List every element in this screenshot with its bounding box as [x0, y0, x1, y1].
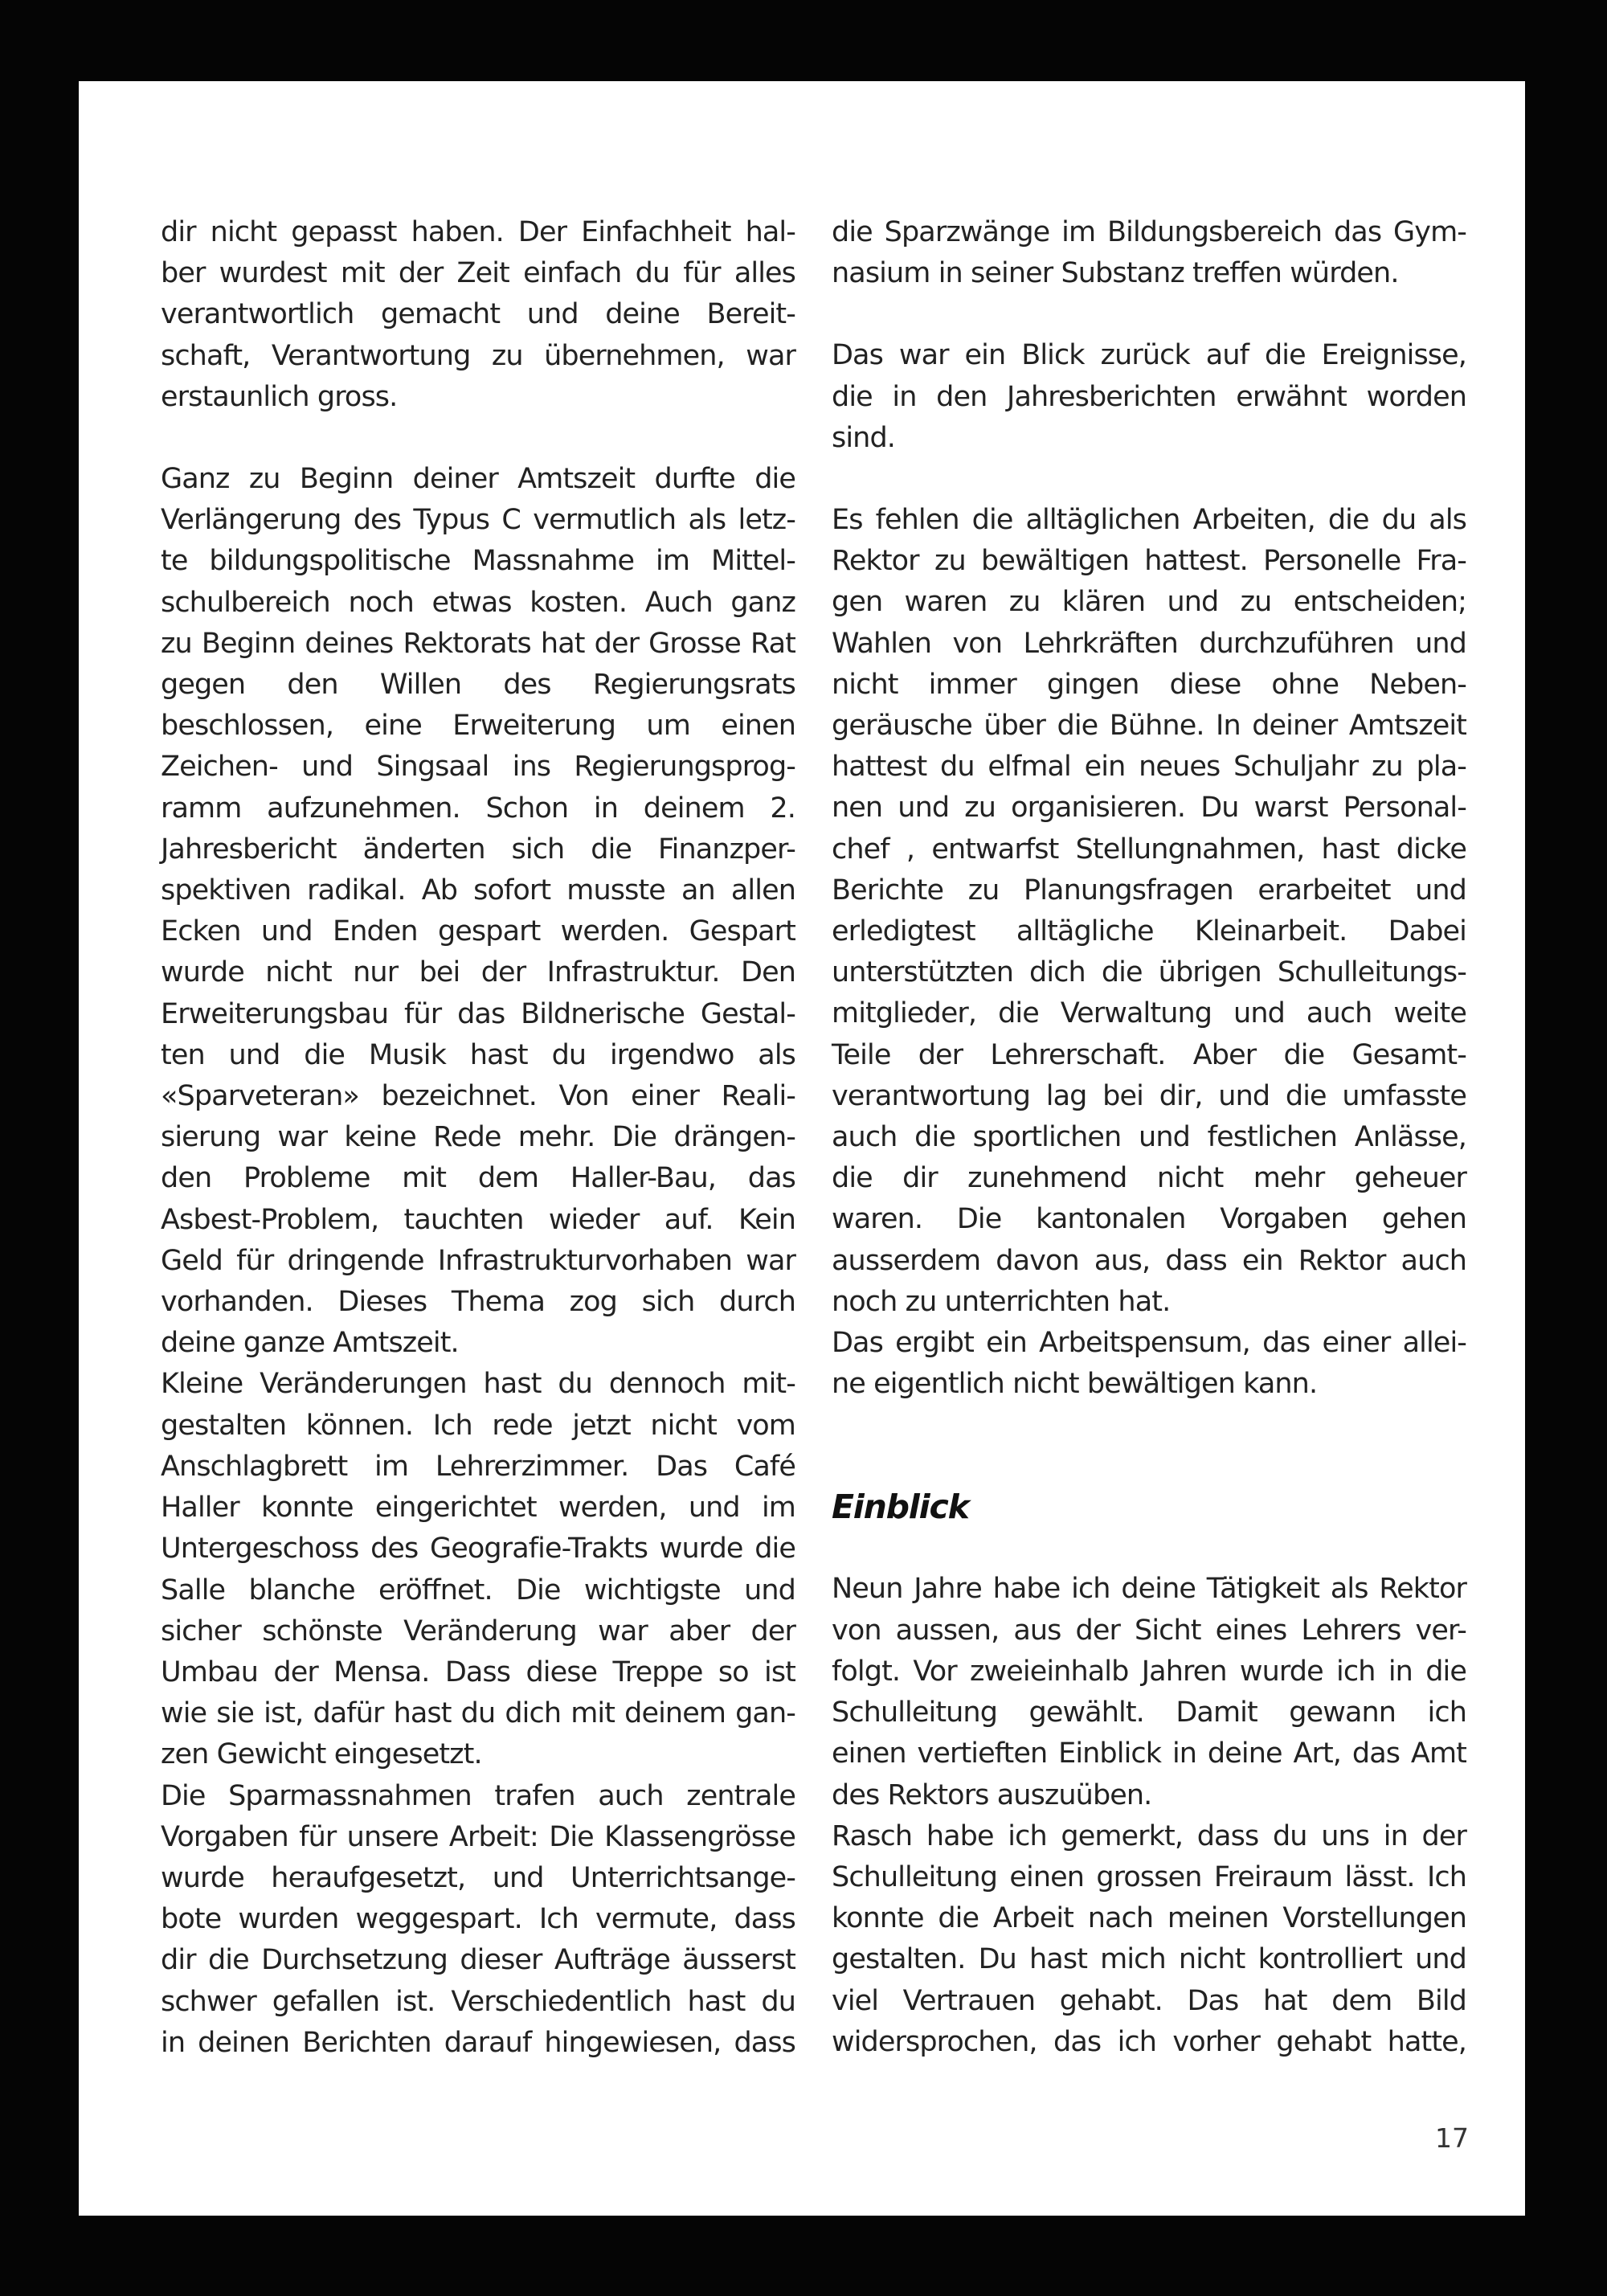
text-line: dir die Durchsetzung dieser Aufträge äusserst: [161, 1944, 795, 1977]
section-heading: Einblick: [832, 1488, 969, 1527]
paragraph-spacer: [161, 418, 795, 459]
text-line: von aussen, aus der Sicht eines Lehrers ver-: [832, 1614, 1466, 1647]
paragraph: [832, 1323, 1466, 1405]
text-line: noch zu unterrichten hat.: [832, 1285, 1171, 1318]
page-number: 17: [1435, 2122, 1469, 2154]
text-line: Erweiterungsbau für das Bildnerische Gestal-: [161, 997, 795, 1030]
text-line: sicher schönste Veränderung war aber der: [161, 1615, 795, 1647]
text-line: in deinen Berichten darauf hingewiesen, dass: [161, 2026, 795, 2059]
text-line: Haller konnte eingerichtet werden, und im: [161, 1492, 795, 1525]
text-line: erledigtest alltägliche Kleinarbeit. Dabei: [832, 915, 1466, 948]
text-line: gegen den Willen des Regierungsrats: [161, 669, 795, 702]
text-line: Geld für dringende Infrastrukturvorhaben war: [161, 1244, 795, 1277]
text-line: Schulleitung einen grossen Freiraum lässt. Ich: [832, 1860, 1466, 1893]
text-line: gestalten können. Ich rede jetzt nicht vom: [161, 1409, 795, 1442]
text-line: Zeichen- und Singsaal ins Regierungsprog-: [161, 751, 795, 784]
text-line: Verlängerung des Typus C vermutlich als letz-: [161, 504, 795, 537]
text-line: wurde nicht nur bei der Infrastruktur. Den: [161, 956, 795, 989]
text-line: mitglieder, die Verwaltung und auch weite: [832, 997, 1466, 1030]
text-line: auch die sportlichen und festlichen Anlässe,: [832, 1121, 1466, 1154]
text-line: Neun Jahre habe ich deine Tätigkeit als Rektor: [832, 1573, 1466, 1606]
text-line: die in den Jahresberichten erwähnt worden: [832, 380, 1466, 413]
text-line: Die Sparmassnahmen trafen auch zentrale: [161, 1779, 795, 1812]
text-line: Rasch habe ich gemerkt, dass du uns in der: [832, 1819, 1466, 1852]
text-line: ramm aufzunehmen. Schon in deinem 2.: [161, 792, 795, 825]
text-line: deine ganze Amtszeit.: [161, 1327, 459, 1360]
text-line: viel Vertrauen gehabt. Das hat dem Bild: [832, 1984, 1466, 2017]
document-page: [79, 81, 1525, 2216]
right-column: [832, 212, 1466, 2063]
text-line: schulbereich noch etwas kosten. Auch ganz: [161, 586, 795, 619]
text-line: Wahlen von Lehrkräften durchzuführen und: [832, 627, 1466, 660]
text-line: ne eigentlich nicht bewältigen kann.: [832, 1368, 1318, 1401]
text-line: «Sparveteran» bezeichnet. Von einer Reali-: [161, 1080, 795, 1113]
text-line: des Rektors auszuüben.: [832, 1778, 1152, 1811]
text-line: ausserdem davon aus, dass ein Rektor auch: [832, 1244, 1466, 1277]
text-line: Kleine Veränderungen hast du dennoch mit-: [161, 1368, 795, 1401]
text-line: gestalten. Du hast mich nicht kontrolliert und: [832, 1943, 1466, 1976]
paragraph: [832, 500, 1466, 1323]
text-line: bote wurden weggespart. Ich vermute, dass: [161, 1903, 795, 1936]
paragraph: [832, 1569, 1466, 1815]
text-line: zen Gewicht eingesetzt.: [161, 1738, 482, 1771]
text-line: folgt. Vor zweieinhalb Jahren wurde ich in die: [832, 1655, 1466, 1688]
text-line: verantwortlich gemacht und deine Bereit-: [161, 298, 795, 331]
text-line: Berichte zu Planungsfragen erarbeitet und: [832, 874, 1466, 907]
text-line: nicht immer gingen diese ohne Neben-: [832, 668, 1466, 701]
left-column: [161, 212, 795, 2064]
text-line: beschlossen, eine Erweiterung um einen: [161, 710, 795, 743]
text-line: wurde heraufgesetzt, und Unterrichtsange-: [161, 1861, 795, 1894]
text-line: unterstützten dich die übrigen Schulleitungs-: [832, 956, 1466, 989]
text-line: Jahresbericht änderten sich die Finanzper-: [161, 833, 795, 866]
text-line: ten und die Musik hast du irgendwo als: [161, 1038, 795, 1071]
paragraph-spacer: [832, 459, 1466, 500]
text-line: die dir zunehmend nicht mehr geheuer: [832, 1162, 1466, 1195]
text-line: erstaunlich gross.: [161, 380, 398, 413]
text-line: wie sie ist, dafür hast du dich mit deinem gan-: [161, 1697, 795, 1730]
text-line: Umbau der Mensa. Dass diese Treppe so ist: [161, 1655, 795, 1688]
text-line: dir nicht gepasst haben. Der Einfachheit hal-: [161, 216, 795, 248]
text-line: Anschlagbrett im Lehrerzimmer. Das Café: [161, 1450, 795, 1483]
section-spacer: [832, 1405, 1466, 1487]
text-line: zu Beginn deines Rektorats hat der Grosse Rat: [161, 627, 795, 660]
text-line: ber wurdest mit der Zeit einfach du für alles: [161, 257, 795, 290]
text-line: Teile der Lehrerschaft. Aber die Gesamt-: [832, 1038, 1466, 1071]
paragraph: [161, 1364, 795, 1775]
text-line: widersprochen, das ich vorher gehabt hatte,: [832, 2025, 1466, 2058]
text-line: sind.: [832, 421, 895, 454]
paragraph: [832, 1816, 1466, 2063]
paragraph-spacer: [832, 294, 1466, 335]
text-line: Untergeschoss des Geografie-Trakts wurde die: [161, 1533, 795, 1565]
text-line: nasium in seiner Substanz treffen würden.: [832, 257, 1399, 290]
text-line: Rektor zu bewältigen hattest. Personelle Fra-: [832, 545, 1466, 578]
text-line: te bildungspolitische Massnahme im Mittel-: [161, 545, 795, 578]
text-line: geräusche über die Bühne. In deiner Amtszeit: [832, 710, 1466, 743]
text-line: nen und zu organisieren. Du warst Personal-: [832, 792, 1466, 825]
text-line: den Probleme mit dem Haller-Bau, das: [161, 1162, 795, 1195]
text-line: schaft, Verantwortung zu übernehmen, war: [161, 339, 795, 372]
text-line: chef , entwarfst Stellungnahmen, hast dicke: [832, 833, 1466, 866]
text-line: vorhanden. Dieses Thema zog sich durch: [161, 1286, 795, 1319]
heading-spacer: [832, 1528, 1466, 1569]
paragraph: [161, 212, 795, 418]
paragraph: [832, 335, 1466, 459]
text-line: hattest du elfmal ein neues Schuljahr zu pla-: [832, 751, 1466, 784]
text-line: Es fehlen die alltäglichen Arbeiten, die du als: [832, 504, 1466, 537]
text-line: Das ergibt ein Arbeitspensum, das einer allei-: [832, 1327, 1466, 1360]
text-line: Salle blanche eröffnet. Die wichtigste und: [161, 1574, 795, 1606]
text-line: Vorgaben für unsere Arbeit: Die Klassengrösse: [161, 1820, 795, 1853]
text-line: schwer gefallen ist. Verschiedentlich hast du: [161, 1985, 795, 2018]
paragraph: [832, 212, 1466, 294]
text-line: Ganz zu Beginn deiner Amtszeit durfte die: [161, 463, 795, 496]
text-line: Schulleitung gewählt. Damit gewann ich: [832, 1696, 1466, 1729]
text-line: Das war ein Blick zurück auf die Ereignisse,: [832, 339, 1466, 372]
text-line: Ecken und Enden gespart werden. Gespart: [161, 915, 795, 948]
text-line: konnte die Arbeit nach meinen Vorstellungen: [832, 1902, 1466, 1935]
paragraph: [161, 1776, 795, 2064]
text-line: die Sparzwänge im Bildungsbereich das Gym-: [832, 216, 1466, 248]
paragraph: [161, 459, 795, 1364]
text-line: sierung war keine Rede mehr. Die drängen-: [161, 1121, 795, 1154]
text-line: waren. Die kantonalen Vorgaben gehen: [832, 1203, 1466, 1236]
text-line: Asbest-Problem, tauchten wieder auf. Kein: [161, 1203, 795, 1236]
text-line: spektiven radikal. Ab sofort musste an allen: [161, 874, 795, 907]
text-line: gen waren zu klären und zu entscheiden;: [832, 586, 1466, 619]
text-line: einen vertieften Einblick in deine Art, das Amt: [832, 1737, 1466, 1770]
text-line: verantwortung lag bei dir, und die umfasste: [832, 1079, 1466, 1112]
